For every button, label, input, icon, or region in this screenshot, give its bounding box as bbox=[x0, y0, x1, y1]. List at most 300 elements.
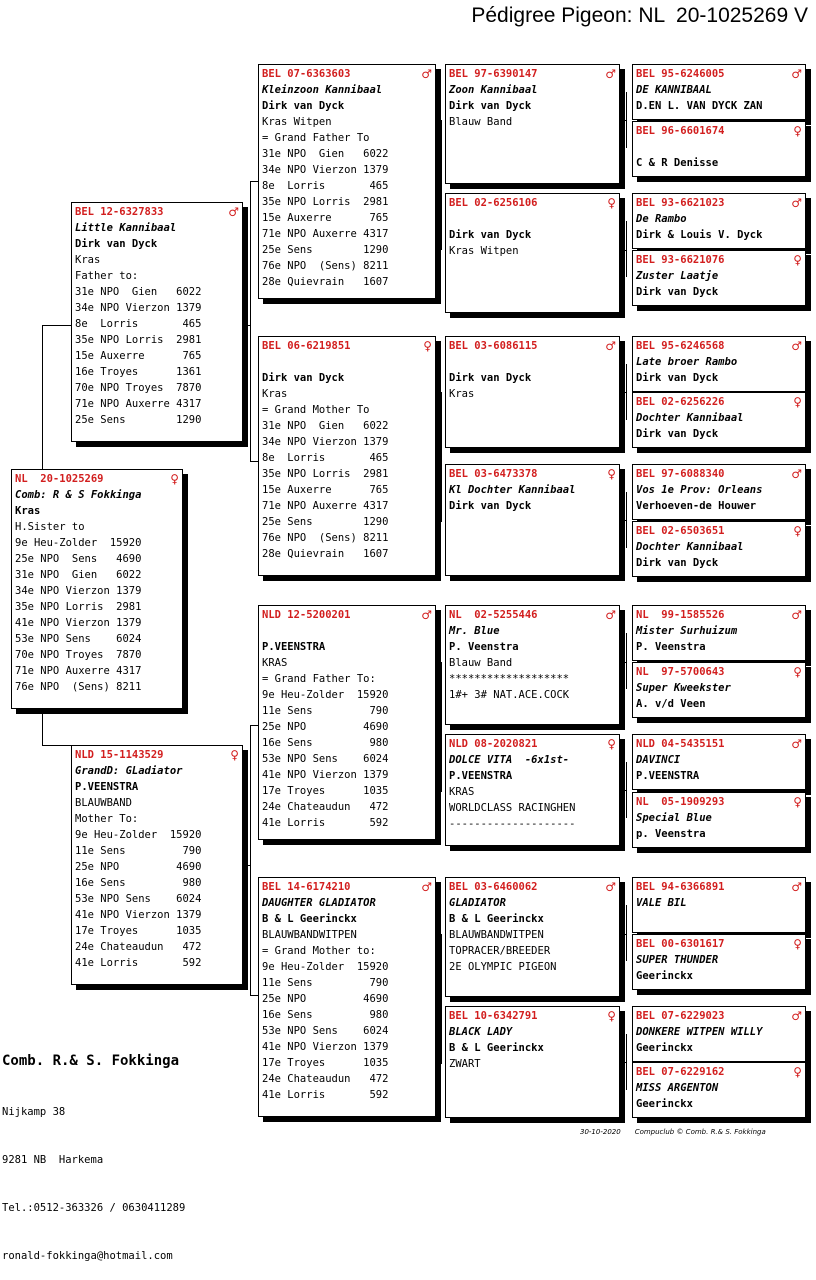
card-header bbox=[15, 471, 179, 487]
card-line: 2E OLYMPIC PIGEON bbox=[449, 961, 557, 973]
card-line: 31e NPO Gien 6022 bbox=[15, 569, 142, 581]
card-line: P. Veenstra bbox=[636, 641, 706, 653]
pigeon-card-g16[interactable] bbox=[632, 1062, 806, 1118]
pigeon-card-fmf[interactable] bbox=[445, 336, 620, 448]
female-symbol-icon: ♀ bbox=[170, 472, 179, 486]
card-line: 28e Quievrain 1607 bbox=[262, 548, 389, 560]
card-line bbox=[449, 211, 616, 227]
card-header bbox=[449, 338, 616, 354]
card-line bbox=[262, 623, 432, 639]
pigeon-card-father[interactable] bbox=[71, 202, 243, 442]
connector-line bbox=[620, 250, 626, 251]
card-line: DAVINCI bbox=[636, 754, 681, 766]
connector-line bbox=[250, 995, 258, 996]
connector-line bbox=[441, 120, 442, 250]
connector-line bbox=[626, 492, 627, 548]
card-line: WORLDCLASS RACINGHEN bbox=[449, 802, 576, 814]
card-line: B & L Geerinckx bbox=[449, 913, 544, 925]
card-line: Special Blue bbox=[636, 812, 712, 824]
female-symbol-icon: ♀ bbox=[793, 795, 802, 809]
female-symbol-icon: ♀ bbox=[607, 737, 616, 751]
pigeon-card-mff[interactable] bbox=[445, 605, 620, 725]
ring-number: BEL 03-6460062 bbox=[449, 881, 538, 893]
card-line: 53e NPO Sens 6024 bbox=[262, 1025, 389, 1037]
card-line: 76e NPO (Sens) 8211 bbox=[262, 532, 389, 544]
connector-line bbox=[441, 392, 442, 522]
connector-line bbox=[441, 934, 442, 1064]
card-line: = Grand Father To: bbox=[262, 673, 376, 685]
card-line: 16e Sens 980 bbox=[262, 1009, 389, 1021]
card-header bbox=[636, 466, 802, 482]
card-line: Super Kweekster bbox=[636, 682, 731, 694]
male-symbol-icon: ♂ bbox=[605, 608, 616, 622]
card-line: Kras Witpen bbox=[262, 116, 332, 128]
ring-number: BEL 12-6327833 bbox=[75, 206, 164, 218]
card-line: Vos 1e Prov: Orleans bbox=[636, 484, 763, 496]
ring-number: BEL 14-6174210 bbox=[262, 881, 351, 893]
owner-city: 9281 NB Harkema bbox=[2, 1154, 104, 1166]
card-line: 41e NPO Vierzon 1379 bbox=[75, 909, 202, 921]
pigeon-card-g8[interactable] bbox=[632, 521, 806, 577]
pigeon-card-ff[interactable] bbox=[258, 64, 436, 299]
owner-address: Nijkamp 38 bbox=[2, 1106, 66, 1118]
ring-number: NL 20-1025269 bbox=[15, 473, 104, 485]
pigeon-card-mother[interactable] bbox=[71, 745, 243, 985]
connector-line bbox=[620, 120, 626, 121]
male-symbol-icon: ♂ bbox=[421, 67, 432, 81]
male-symbol-icon: ♂ bbox=[605, 67, 616, 81]
card-line: Mother To: bbox=[75, 813, 139, 825]
connector-line bbox=[243, 865, 250, 866]
card-line: 71e NPO Auxerre 4317 bbox=[15, 665, 142, 677]
card-header bbox=[636, 1064, 802, 1080]
card-line: 9e Heu-Zolder 15920 bbox=[15, 537, 142, 549]
card-header bbox=[449, 466, 616, 482]
connector-line bbox=[436, 180, 441, 181]
card-header bbox=[636, 523, 802, 539]
card-line: 70e NPO Troyes 7870 bbox=[15, 649, 142, 661]
card-line: GrandD: GLadiator bbox=[75, 765, 183, 777]
pigeon-card-mm[interactable] bbox=[258, 877, 436, 1117]
connector-line bbox=[626, 364, 627, 420]
ring-number: NLD 04-5435151 bbox=[636, 738, 725, 750]
female-symbol-icon: ♀ bbox=[607, 1009, 616, 1023]
card-header bbox=[262, 66, 432, 82]
card-line: 16e Sens 980 bbox=[262, 737, 389, 749]
ring-number: BEL 97-6088340 bbox=[636, 468, 725, 480]
card-line: Dirk van Dyck bbox=[449, 372, 532, 384]
male-symbol-icon: ♂ bbox=[791, 467, 802, 481]
card-line: C & R Denisse bbox=[636, 157, 719, 169]
card-header bbox=[449, 1008, 616, 1024]
ring-number: BEL 02-6256106 bbox=[449, 197, 538, 209]
connector-line bbox=[42, 325, 72, 326]
pigeon-card-g10[interactable] bbox=[632, 662, 806, 718]
card-line: Dirk van Dyck bbox=[636, 557, 719, 569]
pigeon-card-mf[interactable] bbox=[258, 605, 436, 840]
connector-line bbox=[250, 725, 258, 726]
card-header bbox=[636, 664, 802, 680]
card-line: 25e NPO 4690 bbox=[75, 861, 202, 873]
pigeon-card-g6[interactable] bbox=[632, 392, 806, 448]
card-line: 35e NPO Lorris 2981 bbox=[75, 334, 202, 346]
card-line: 31e NPO Gien 6022 bbox=[262, 148, 389, 160]
card-line: Dirk & Louis V. Dyck bbox=[636, 229, 763, 241]
card-line: 31e NPO Gien 6022 bbox=[75, 286, 202, 298]
card-line: Dirk van Dyck bbox=[262, 372, 345, 384]
card-header bbox=[636, 195, 802, 211]
card-line: Blauw Band bbox=[449, 657, 513, 669]
card-header bbox=[636, 607, 802, 623]
card-line: P.VEENSTRA bbox=[75, 781, 139, 793]
card-header bbox=[636, 1008, 802, 1024]
card-header bbox=[636, 394, 802, 410]
male-symbol-icon: ♂ bbox=[791, 67, 802, 81]
pigeon-card-g2[interactable] bbox=[632, 121, 806, 177]
card-line: TOPRACER/BREEDER bbox=[449, 945, 551, 957]
card-line: Dirk van Dyck bbox=[449, 500, 532, 512]
owner-name: Comb. R.& S. Fokkinga bbox=[2, 1053, 180, 1069]
card-line: 24e Chateaudun 472 bbox=[262, 801, 389, 813]
card-line: 25e NPO 4690 bbox=[262, 993, 389, 1005]
card-line: P.VEENSTRA bbox=[262, 641, 326, 653]
female-symbol-icon: ♀ bbox=[793, 124, 802, 138]
connector-line bbox=[620, 662, 626, 663]
card-line: 15e Auxerre 765 bbox=[262, 212, 389, 224]
card-line: 34e NPO Vierzon 1379 bbox=[262, 436, 389, 448]
pigeon-card-mfm[interactable] bbox=[445, 734, 620, 846]
card-line: Verhoeven-de Houwer bbox=[636, 500, 757, 512]
card-line: Mister Surhuizum bbox=[636, 625, 738, 637]
card-line: 41e NPO Vierzon 1379 bbox=[262, 1041, 389, 1053]
pigeon-card-fmm[interactable] bbox=[445, 464, 620, 576]
card-line bbox=[449, 354, 616, 370]
card-line: Late broer Rambo bbox=[636, 356, 738, 368]
ring-number: BEL 93-6621076 bbox=[636, 254, 725, 266]
card-line: A. v/d Veen bbox=[636, 698, 706, 710]
card-line: 25e Sens 1290 bbox=[75, 414, 202, 426]
card-header bbox=[449, 736, 616, 752]
pigeon-card-g1[interactable] bbox=[632, 64, 806, 120]
footer bbox=[580, 1128, 780, 1136]
ring-number: BEL 02-6503651 bbox=[636, 525, 725, 537]
pigeon-card-fm[interactable] bbox=[258, 336, 436, 576]
card-line: 71e NPO Auxerre 4317 bbox=[262, 500, 389, 512]
card-line: 34e NPO Vierzon 1379 bbox=[15, 585, 142, 597]
card-header bbox=[636, 794, 802, 810]
card-line: 76e NPO (Sens) 8211 bbox=[262, 260, 389, 272]
card-line: 53e NPO Sens 6024 bbox=[262, 753, 389, 765]
male-symbol-icon: ♂ bbox=[421, 880, 432, 894]
ring-number: BEL 96-6601674 bbox=[636, 125, 725, 137]
ring-number: BEL 95-6246005 bbox=[636, 68, 725, 80]
card-header bbox=[449, 879, 616, 895]
ring-number: NL 99-1585526 bbox=[636, 609, 725, 621]
card-line: Dirk van Dyck bbox=[636, 286, 719, 298]
card-header bbox=[449, 607, 616, 623]
card-line: 25e NPO 4690 bbox=[262, 721, 389, 733]
card-line: KRAS bbox=[262, 657, 288, 669]
connector-line bbox=[626, 1034, 627, 1090]
card-line: p. Veenstra bbox=[636, 828, 706, 840]
ring-number: BEL 94-6366891 bbox=[636, 881, 725, 893]
card-line: 76e NPO (Sens) 8211 bbox=[15, 681, 142, 693]
card-line: SUPER THUNDER bbox=[636, 954, 719, 966]
card-line: 24e Chateaudun 472 bbox=[75, 941, 202, 953]
pigeon-card-mmf[interactable] bbox=[445, 877, 620, 997]
card-line: ******************* bbox=[449, 673, 570, 685]
card-line: 41e NPO Vierzon 1379 bbox=[262, 769, 389, 781]
card-line: Dirk van Dyck bbox=[636, 428, 719, 440]
card-line bbox=[636, 139, 802, 155]
card-header bbox=[75, 204, 239, 220]
card-line: 1#+ 3# NAT.ACE.COCK bbox=[449, 689, 570, 701]
card-line: Dirk van Dyck bbox=[449, 100, 532, 112]
card-line: MISS ARGENTON bbox=[636, 1082, 719, 1094]
female-symbol-icon: ♀ bbox=[423, 339, 432, 353]
card-line: 17e Troyes 1035 bbox=[75, 925, 202, 937]
pigeon-card-g12[interactable] bbox=[632, 792, 806, 848]
card-line: 17e Troyes 1035 bbox=[262, 1057, 389, 1069]
card-line: Blauw Band bbox=[449, 116, 513, 128]
card-line: De Rambo bbox=[636, 213, 687, 225]
connector-line bbox=[620, 790, 626, 791]
card-line: DE KANNIBAAL bbox=[636, 84, 712, 96]
ring-number: NLD 15-1143529 bbox=[75, 749, 164, 761]
pigeon-card-g4[interactable] bbox=[632, 250, 806, 306]
ring-number: NL 05-1909293 bbox=[636, 796, 725, 808]
pigeon-card-g3[interactable] bbox=[632, 193, 806, 249]
card-line: Kras Witpen bbox=[449, 245, 519, 257]
pigeon-card-mmm[interactable] bbox=[445, 1006, 620, 1118]
male-symbol-icon: ♂ bbox=[791, 608, 802, 622]
card-header bbox=[75, 747, 239, 763]
card-line: Dirk van Dyck bbox=[449, 229, 532, 241]
connector-line bbox=[42, 709, 43, 745]
female-symbol-icon: ♀ bbox=[793, 937, 802, 951]
card-line: Dirk van Dyck bbox=[262, 100, 345, 112]
card-line: 9e Heu-Zolder 15920 bbox=[75, 829, 202, 841]
pigeon-card-g15[interactable] bbox=[632, 1006, 806, 1062]
owner-block bbox=[2, 1018, 185, 1280]
connector-line bbox=[42, 745, 72, 746]
card-line: GLADIATOR bbox=[449, 897, 506, 909]
card-line: ZWART bbox=[449, 1058, 481, 1070]
card-line: 8e Lorris 465 bbox=[262, 452, 389, 464]
connector-line bbox=[250, 181, 258, 182]
owner-phone: Tel.:0512-363326 / 0630411289 bbox=[2, 1202, 186, 1214]
card-line: DOLCE VITA -6x1st- bbox=[449, 754, 570, 766]
card-line: BLAUWBANDWITPEN bbox=[449, 929, 544, 941]
card-header bbox=[449, 66, 616, 82]
connector-line bbox=[243, 325, 250, 326]
card-line: 9e Heu-Zolder 15920 bbox=[262, 689, 389, 701]
card-line: DAUGHTER GLADIATOR bbox=[262, 897, 376, 909]
male-symbol-icon: ♂ bbox=[791, 339, 802, 353]
card-line: BLACK LADY bbox=[449, 1026, 513, 1038]
card-line: Kl Dochter Kannibaal bbox=[449, 484, 576, 496]
card-header bbox=[636, 252, 802, 268]
card-line: P. Veenstra bbox=[449, 641, 519, 653]
connector-line bbox=[436, 460, 441, 461]
card-line: 35e NPO Lorris 2981 bbox=[15, 601, 142, 613]
card-header bbox=[636, 736, 802, 752]
card-line: 8e Lorris 465 bbox=[262, 180, 389, 192]
card-line: 8e Lorris 465 bbox=[75, 318, 202, 330]
card-line: Kras bbox=[15, 505, 41, 517]
card-line: H.Sister to bbox=[15, 521, 85, 533]
card-line: Kras bbox=[449, 388, 475, 400]
footer-credit: Compuclub © Comb. R.& S. Fokkinga bbox=[634, 1128, 766, 1136]
card-line: 24e Chateaudun 472 bbox=[262, 1073, 389, 1085]
card-header bbox=[262, 338, 432, 354]
page-title: Pédigree Pigeon: NL 20-1025269 V bbox=[471, 4, 808, 27]
card-line: 34e NPO Vierzon 1379 bbox=[262, 164, 389, 176]
card-line: Mr. Blue bbox=[449, 625, 500, 637]
ring-number: BEL 06-6219851 bbox=[262, 340, 351, 352]
card-line: D.EN L. VAN DYCK ZAN bbox=[636, 100, 763, 112]
connector-line bbox=[620, 520, 626, 521]
female-symbol-icon: ♀ bbox=[230, 748, 239, 762]
card-line: Dochter Kannibaal bbox=[636, 412, 744, 424]
card-line: BLAUWBANDWITPEN bbox=[262, 929, 357, 941]
card-line: 16e Troyes 1361 bbox=[75, 366, 202, 378]
connector-line bbox=[626, 92, 627, 148]
card-line: 25e Sens 1290 bbox=[262, 244, 389, 256]
female-symbol-icon: ♀ bbox=[793, 395, 802, 409]
connector-line bbox=[250, 181, 251, 461]
card-line: 15e Auxerre 765 bbox=[75, 350, 202, 362]
pigeon-card-subject[interactable] bbox=[11, 469, 183, 709]
card-line: Dochter Kannibaal bbox=[636, 541, 744, 553]
male-symbol-icon: ♂ bbox=[421, 608, 432, 622]
card-line: Geerinckx bbox=[636, 1042, 693, 1054]
card-line: 9e Heu-Zolder 15920 bbox=[262, 961, 389, 973]
card-line: 53e NPO Sens 6024 bbox=[75, 893, 202, 905]
connector-line bbox=[620, 392, 626, 393]
male-symbol-icon: ♂ bbox=[791, 1009, 802, 1023]
pigeon-card-g14[interactable] bbox=[632, 934, 806, 990]
card-line: Zuster Laatje bbox=[636, 270, 719, 282]
card-line: 41e Lorris 592 bbox=[262, 817, 389, 829]
card-line: -------------------- bbox=[449, 818, 576, 830]
card-line: Zoon Kannibaal bbox=[449, 84, 538, 96]
ring-number: BEL 97-6390147 bbox=[449, 68, 538, 80]
card-line: 70e NPO Troyes 7870 bbox=[75, 382, 202, 394]
ring-number: BEL 00-6301617 bbox=[636, 938, 725, 950]
pigeon-card-g13[interactable] bbox=[632, 877, 806, 933]
card-line: 31e NPO Gien 6022 bbox=[262, 420, 389, 432]
card-line: 35e NPO Lorris 2981 bbox=[262, 196, 389, 208]
card-header bbox=[636, 879, 802, 895]
ring-number: BEL 03-6086115 bbox=[449, 340, 538, 352]
ring-number: BEL 03-6473378 bbox=[449, 468, 538, 480]
female-symbol-icon: ♀ bbox=[793, 665, 802, 679]
card-line: Dirk van Dyck bbox=[636, 372, 719, 384]
ring-number: NLD 12-5200201 bbox=[262, 609, 351, 621]
female-symbol-icon: ♀ bbox=[793, 253, 802, 267]
card-line: KRAS bbox=[449, 786, 475, 798]
card-line: 53e NPO Sens 6024 bbox=[15, 633, 142, 645]
connector-line bbox=[626, 221, 627, 277]
card-line: Comb: R & S Fokkinga bbox=[15, 489, 142, 501]
card-line: 25e NPO Sens 4690 bbox=[15, 553, 142, 565]
card-line: Little Kannibaal bbox=[75, 222, 177, 234]
connector-line bbox=[250, 461, 258, 462]
pigeon-card-g11[interactable] bbox=[632, 734, 806, 790]
ring-number: BEL 07-6229162 bbox=[636, 1066, 725, 1078]
ring-number: NL 97-5700643 bbox=[636, 666, 725, 678]
connector-line bbox=[441, 662, 442, 792]
card-line: Kras bbox=[75, 254, 101, 266]
card-line: 25e Sens 1290 bbox=[262, 516, 389, 528]
card-line: 41e NPO Vierzon 1379 bbox=[15, 617, 142, 629]
connector-line bbox=[250, 725, 251, 995]
card-line: DONKERE WITPEN WILLY bbox=[636, 1026, 763, 1038]
card-line: Dirk van Dyck bbox=[75, 238, 158, 250]
female-symbol-icon: ♀ bbox=[793, 524, 802, 538]
male-symbol-icon: ♂ bbox=[791, 880, 802, 894]
card-line: = Grand Mother To bbox=[262, 404, 370, 416]
male-symbol-icon: ♂ bbox=[791, 196, 802, 210]
ring-number: BEL 02-6256226 bbox=[636, 396, 725, 408]
owner-email[interactable]: ronald-fokkinga@hotmail.com bbox=[2, 1250, 173, 1262]
card-line: 71e NPO Auxerre 4317 bbox=[75, 398, 202, 410]
pigeon-card-g7[interactable] bbox=[632, 464, 806, 520]
male-symbol-icon: ♂ bbox=[791, 737, 802, 751]
pigeon-card-fff[interactable] bbox=[445, 64, 620, 184]
connector-line bbox=[620, 934, 626, 935]
ring-number: BEL 07-6363603 bbox=[262, 68, 351, 80]
ring-number: BEL 07-6229023 bbox=[636, 1010, 725, 1022]
ring-number: BEL 93-6621023 bbox=[636, 197, 725, 209]
card-line: 34e NPO Vierzon 1379 bbox=[75, 302, 202, 314]
card-line bbox=[262, 354, 432, 370]
connector-line bbox=[436, 995, 441, 996]
male-symbol-icon: ♂ bbox=[228, 205, 239, 219]
pigeon-card-g5[interactable] bbox=[632, 336, 806, 392]
card-line: P.VEENSTRA bbox=[636, 770, 700, 782]
card-line: B & L Geerinckx bbox=[449, 1042, 544, 1054]
card-line: 17e Troyes 1035 bbox=[262, 785, 389, 797]
pigeon-card-g9[interactable] bbox=[632, 605, 806, 661]
card-line: Geerinckx bbox=[636, 1098, 693, 1110]
card-header bbox=[636, 123, 802, 139]
card-line: 16e Sens 980 bbox=[75, 877, 202, 889]
ring-number: NL 02-5255446 bbox=[449, 609, 538, 621]
footer-date: 30-10-2020 bbox=[580, 1128, 621, 1136]
card-line: 71e NPO Auxerre 4317 bbox=[262, 228, 389, 240]
female-symbol-icon: ♀ bbox=[607, 467, 616, 481]
card-line: P.VEENSTRA bbox=[449, 770, 513, 782]
card-line: 28e Quievrain 1607 bbox=[262, 276, 389, 288]
card-line: Geerinckx bbox=[636, 970, 693, 982]
card-line: 41e Lorris 592 bbox=[75, 957, 202, 969]
connector-line bbox=[42, 325, 43, 469]
pigeon-card-ffm[interactable] bbox=[445, 193, 620, 313]
connector-line bbox=[626, 905, 627, 961]
ring-number: BEL 95-6246568 bbox=[636, 340, 725, 352]
card-line: 11e Sens 790 bbox=[262, 977, 389, 989]
card-line: 15e Auxerre 765 bbox=[262, 484, 389, 496]
male-symbol-icon: ♂ bbox=[605, 880, 616, 894]
card-header bbox=[636, 338, 802, 354]
ring-number: BEL 10-6342791 bbox=[449, 1010, 538, 1022]
card-line: Kras bbox=[262, 388, 288, 400]
card-header bbox=[262, 879, 432, 895]
card-line: 11e Sens 790 bbox=[262, 705, 389, 717]
card-line: B & L Geerinckx bbox=[262, 913, 357, 925]
